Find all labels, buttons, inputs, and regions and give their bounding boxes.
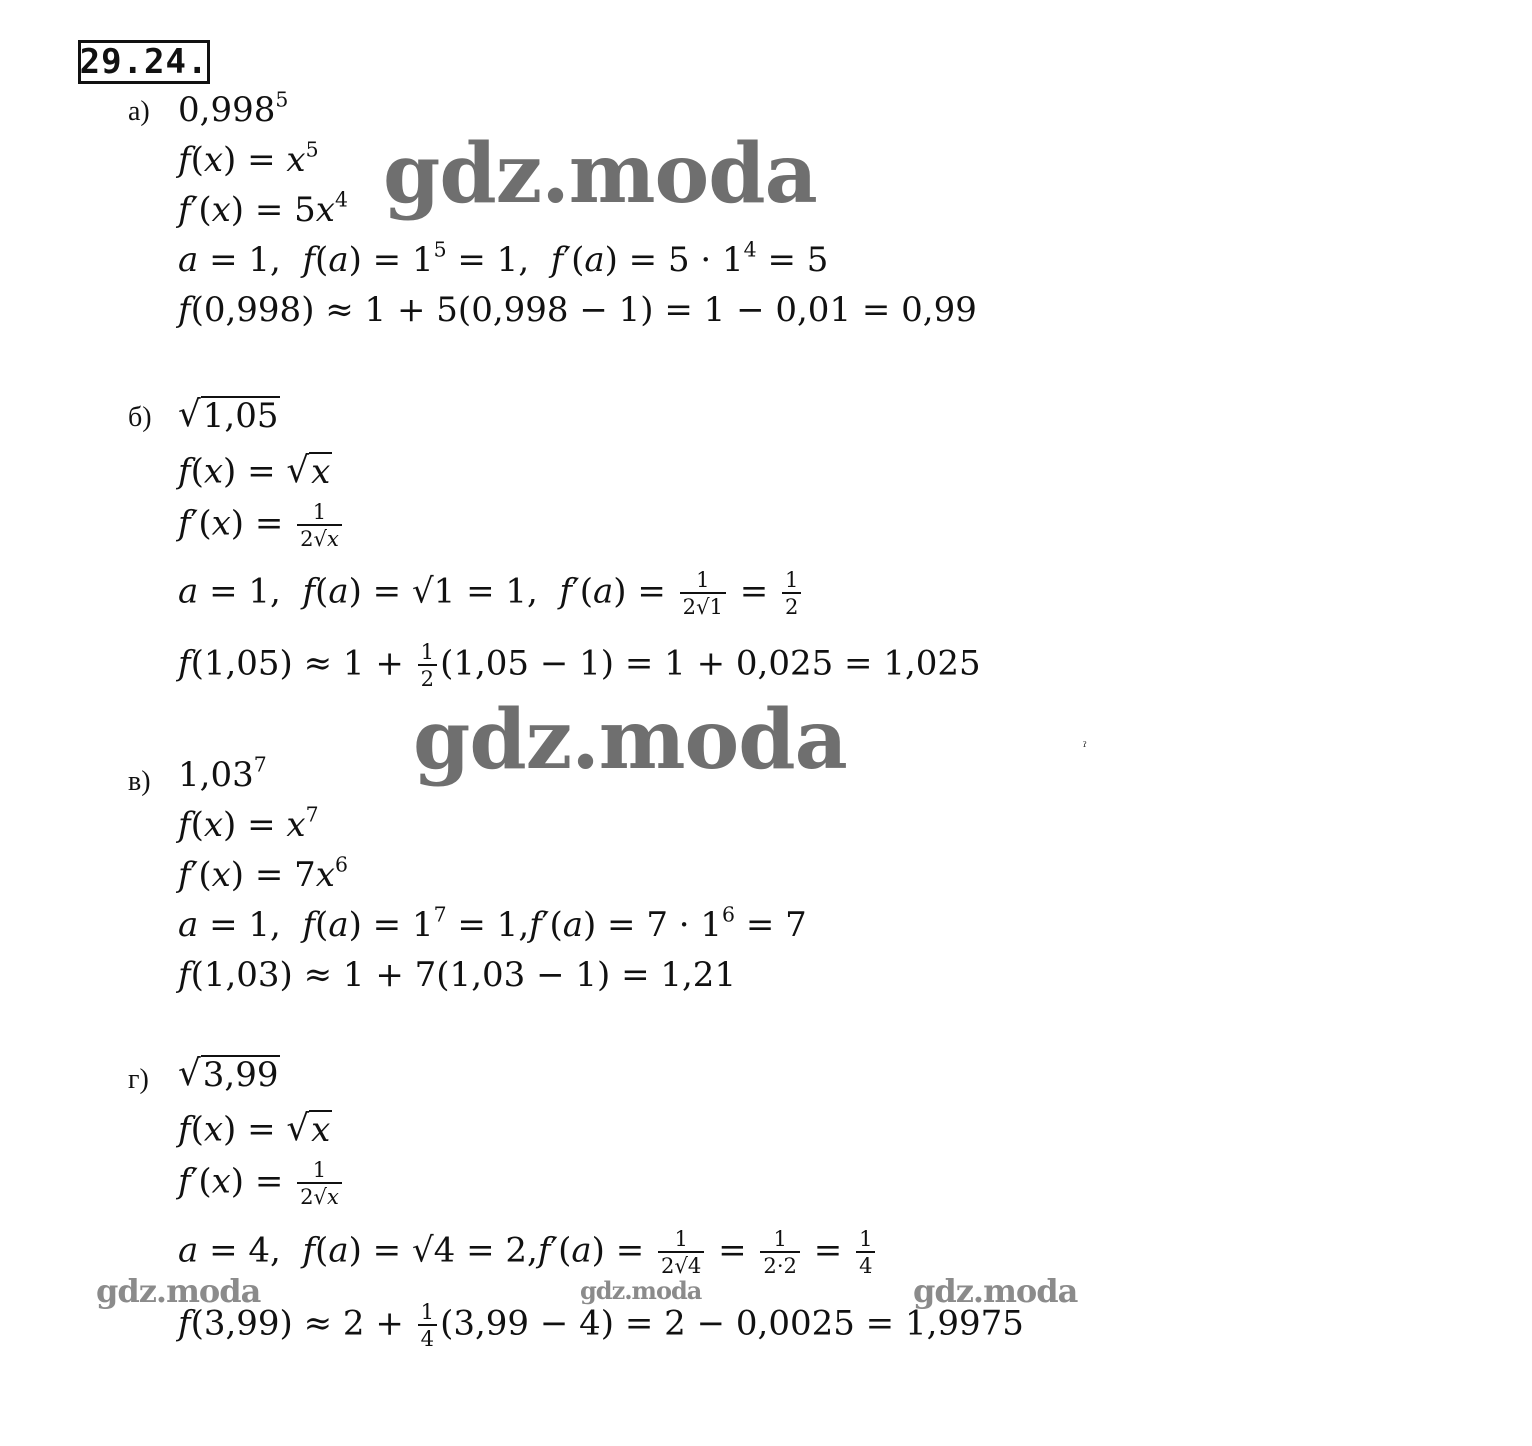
part-a-derivative: $f'(x) = 5x^4$ bbox=[178, 187, 348, 230]
watermark-logo: gdz.moda bbox=[413, 692, 847, 788]
part-g-letter: г) bbox=[128, 1064, 149, 1095]
part-v-function: $f(x) = x^7$ bbox=[178, 802, 319, 845]
part-v-result: f(1,03) ≈ 1 + 7(1,03 − 1) = 1,21 bbox=[178, 955, 737, 995]
part-g-values: a = 4, f(a) = √4 = 2,f′(a) = $\frac{1}{2√4}$ = $\frac{1}{2\cdot 2}$ = $\frac{1}{4}$ bbox=[178, 1227, 878, 1278]
part-b-values: a = 1, f(a) = √1 = 1, f′(a) = $\frac{1}{2√1}$ = $\frac{1}{2}$ bbox=[178, 568, 804, 619]
part-v-letter: в) bbox=[128, 766, 151, 797]
part-a-result: f(0,998) ≈ 1 + 5(0,998 − 1) = 1 − 0,01 = 0,99 bbox=[178, 290, 977, 330]
part-g-function: f(x) = √ x bbox=[178, 1108, 331, 1150]
part-a-letter: а) bbox=[128, 96, 150, 127]
watermark-logo: gdz.moda bbox=[96, 1272, 261, 1310]
part-v-values: a = 1, $f(a) = 1^7 = 1,f'(a) = 7 \cdot 1^6 = 7$ bbox=[178, 902, 807, 945]
part-v-task: 1,03$^7$ bbox=[178, 752, 267, 795]
part-a-task: 0,998$^5$ bbox=[178, 87, 289, 130]
watermark-logo: gdz.moda bbox=[913, 1272, 1078, 1310]
part-g-result: f(3,99) ≈ 2 + $\frac{1}{4}$ (3,99 − 4) = 2 − 0,0025 = 1,9975 bbox=[178, 1299, 1024, 1352]
watermark-logo: gdz.moda bbox=[580, 1276, 702, 1305]
part-v-derivative: $f'(x) = 7x^6$ bbox=[178, 852, 348, 895]
stray-mark: ˀ bbox=[1083, 740, 1087, 756]
part-b-task: √ 1,05 bbox=[178, 394, 279, 436]
problem-number: 29.24. bbox=[79, 42, 209, 82]
part-a-values: a = 1, $f(a) = 1^5 = 1$, $f'(a) = 5 \cdot 1^4 = 5$ bbox=[178, 237, 829, 280]
part-b-result: f(1,05) ≈ 1 + $\frac{1}{2}$ (1,05 − 1) = 1 + 0,025 = 1,025 bbox=[178, 639, 981, 692]
part-b-letter: б) bbox=[128, 402, 152, 433]
watermark-logo: gdz.moda bbox=[383, 126, 817, 222]
part-a-function: $f(x) = x^5$ bbox=[178, 137, 319, 180]
part-g-derivative: f′(x) = $\frac{1}{2√x}$ bbox=[178, 1158, 345, 1209]
part-b-function: f(x) = √ x bbox=[178, 450, 331, 492]
part-b-derivative: f′(x) = $\frac{1}{2√x}$ bbox=[178, 500, 345, 551]
part-g-task: √ 3,99 bbox=[178, 1053, 279, 1095]
